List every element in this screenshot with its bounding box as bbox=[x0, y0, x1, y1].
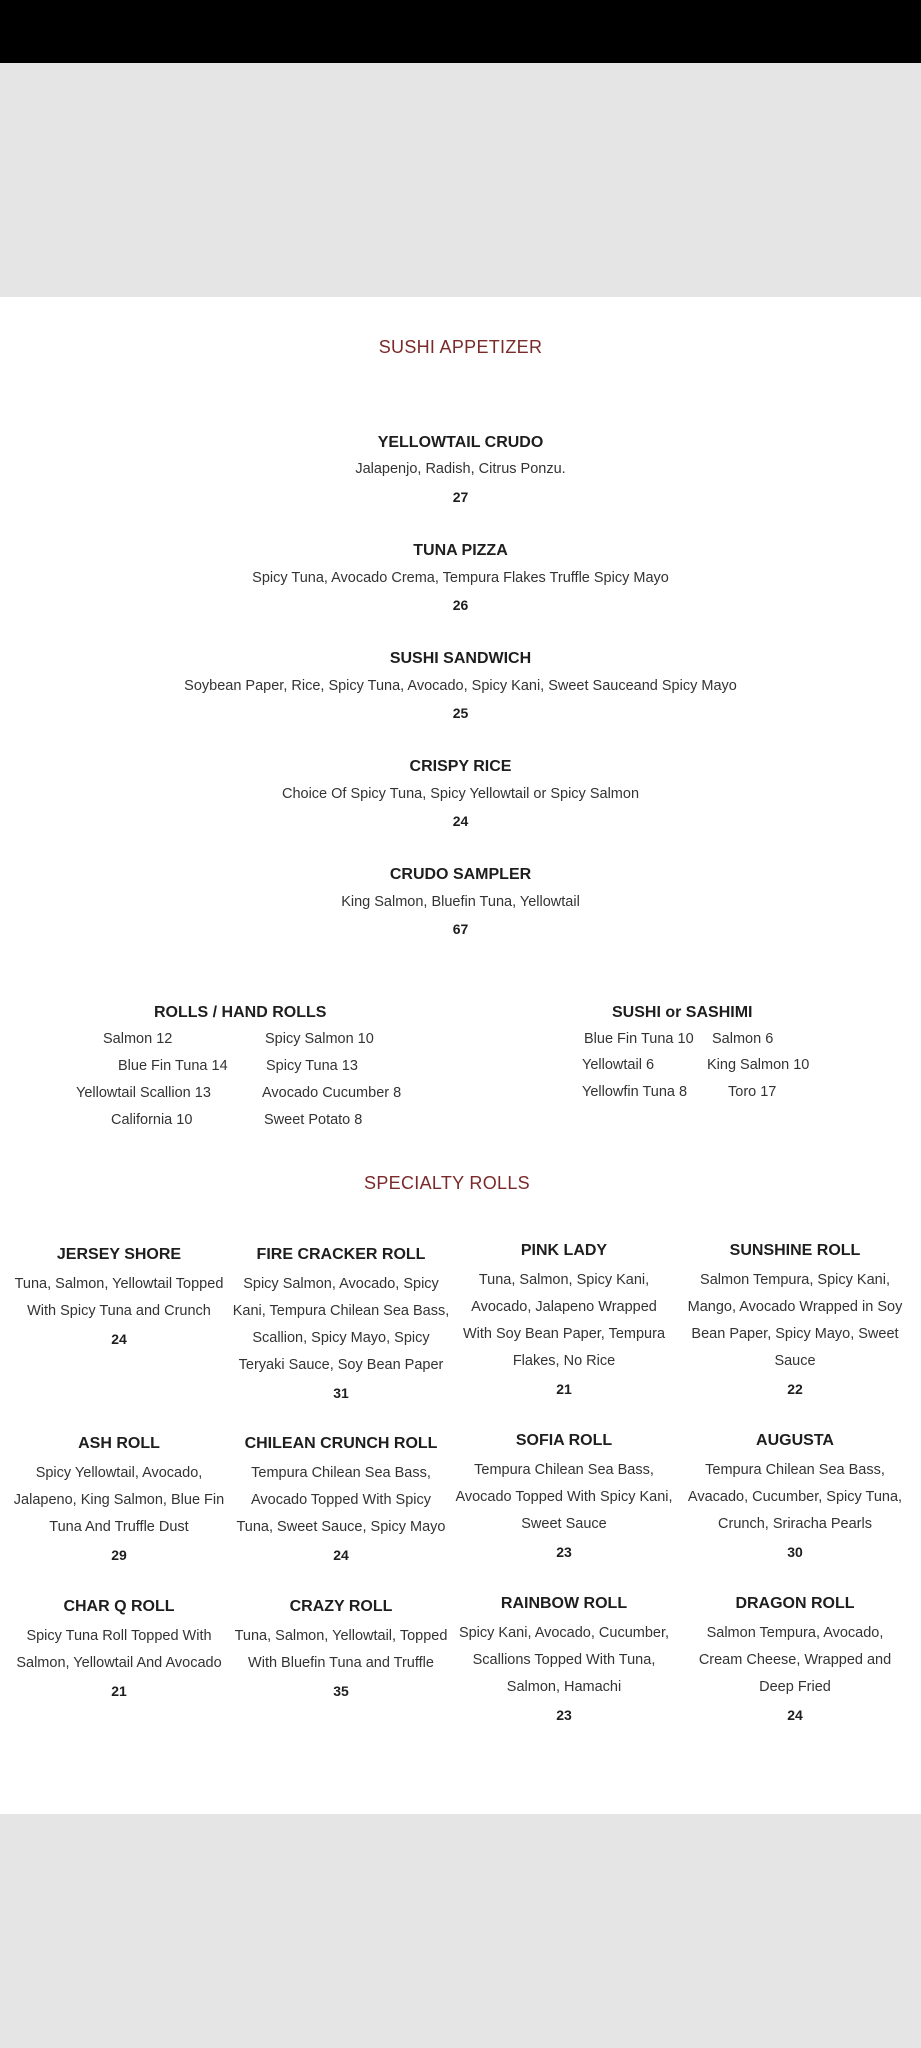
specialty-item-desc: Spicy Tuna Roll Topped With Salmon, Yellowtail And Avocado bbox=[16, 1628, 222, 1671]
appetizer-price: 67 bbox=[452, 921, 469, 937]
appetizer-desc: King Salmon, Bluefin Tuna, Yellowtail bbox=[341, 894, 580, 910]
appetizer-desc: Jalapenjo, Radish, Citrus Ponzu. bbox=[355, 461, 566, 477]
appetizer-price: 26 bbox=[452, 597, 469, 613]
specialty-item bbox=[232, 1434, 450, 1565]
specialty-item-name: JERSEY SHORE bbox=[56, 1246, 182, 1263]
specialty-item-price: 30 bbox=[787, 1544, 803, 1560]
appetizer-name: CRISPY RICE bbox=[409, 758, 512, 775]
specialty-item-price: 21 bbox=[111, 1683, 127, 1699]
appetizer-name: SUSHI SANDWICH bbox=[389, 650, 532, 667]
specialty-item-name: ASH ROLL bbox=[78, 1435, 160, 1452]
specialty-item-name: CRAZY ROLL bbox=[289, 1598, 393, 1615]
specialty-item bbox=[10, 1434, 228, 1565]
specialty-item-price: 31 bbox=[333, 1385, 349, 1401]
specialty-item-desc: Tuna, Salmon, Yellowtail Topped With Spicy Tuna and Crunch bbox=[14, 1276, 224, 1319]
appetizer-price: 24 bbox=[452, 813, 469, 829]
roll-price-entry: Yellowtail Scallion 13 bbox=[76, 1085, 211, 1101]
specialty-item-name: PINK LADY bbox=[520, 1242, 608, 1259]
specialty-item-desc: Spicy Salmon, Avocado, Spicy Kani, Tempura Chilean Sea Bass, Scallion, Spicy Mayo, Spicy Teryaki Sauce, Soy Bean Paper bbox=[232, 1276, 450, 1373]
appetizer-name: YELLOWTAIL CRUDO bbox=[377, 434, 544, 451]
roll-price-entry: Blue Fin Tuna 14 bbox=[118, 1058, 228, 1074]
specialty-item bbox=[232, 1245, 450, 1403]
specialty-item-desc: Tempura Chilean Sea Bass, Avocado Topped With Spicy Kani, Sweet Sauce bbox=[455, 1462, 673, 1532]
specialty-item-desc: Tempura Chilean Sea Bass, Avocado Topped With Spicy Tuna, Sweet Sauce, Spicy Mayo bbox=[236, 1465, 446, 1535]
roll-price-entry: Avocado Cucumber 8 bbox=[262, 1085, 402, 1101]
specialty-item bbox=[686, 1241, 904, 1399]
sashimi-price-entry: Yellowfin Tuna 8 bbox=[582, 1084, 688, 1100]
specialty-item-price: 24 bbox=[787, 1707, 803, 1723]
specialty-item-price: 23 bbox=[556, 1707, 572, 1723]
rolls-title: ROLLS / HAND ROLLS bbox=[154, 1004, 327, 1021]
roll-price-entry: Spicy Tuna 13 bbox=[266, 1058, 358, 1074]
specialty-item-name: AUGUSTA bbox=[756, 1432, 834, 1449]
specialty-item-price: 35 bbox=[333, 1683, 349, 1699]
specialty-item-desc: Salmon Tempura, Spicy Kani, Mango, Avocado Wrapped in Soy Bean Paper, Spicy Mayo, Sweet Sauce bbox=[687, 1272, 903, 1369]
specialty-item-name: SUNSHINE ROLL bbox=[729, 1242, 861, 1259]
roll-price-entry: Salmon 12 bbox=[103, 1031, 173, 1047]
specialty-item bbox=[10, 1597, 228, 1701]
specialty-item-desc: Tuna, Salmon, Spicy Kani, Avocado, Jalapeno Wrapped With Soy Bean Paper, Tempura Flakes, No Rice bbox=[462, 1272, 666, 1369]
specialty-item bbox=[455, 1594, 673, 1725]
specialty-item-price: 21 bbox=[556, 1381, 572, 1397]
specialty-item-name: SOFIA ROLL bbox=[515, 1432, 613, 1449]
specialty-item-price: 22 bbox=[787, 1381, 803, 1397]
specialty-item bbox=[455, 1241, 673, 1399]
specialty-item bbox=[10, 1245, 228, 1349]
specialty-item-desc: Tempura Chilean Sea Bass, Avacado, Cucumber, Spicy Tuna, Crunch, Sriracha Pearls bbox=[687, 1462, 903, 1532]
appetizer-desc: Spicy Tuna, Avocado Crema, Tempura Flakes Truffle Spicy Mayo bbox=[252, 570, 669, 586]
specialty-item bbox=[232, 1597, 450, 1701]
specialty-item-price: 24 bbox=[333, 1547, 349, 1563]
specialty-item bbox=[686, 1431, 904, 1562]
menu-card bbox=[0, 297, 921, 1814]
specialty-item-name: FIRE CRACKER ROLL bbox=[256, 1246, 426, 1263]
sashimi-price-entry: Toro 17 bbox=[728, 1084, 777, 1100]
specialty-item-name: DRAGON ROLL bbox=[735, 1595, 855, 1612]
sashimi-price-entry: King Salmon 10 bbox=[707, 1057, 810, 1073]
roll-price-entry: California 10 bbox=[111, 1112, 193, 1128]
sashimi-price-entry: Yellowtail 6 bbox=[582, 1057, 655, 1073]
sashimi-price-entry: Salmon 6 bbox=[712, 1031, 774, 1047]
specialty-item-name: RAINBOW ROLL bbox=[500, 1595, 628, 1612]
specialty-item bbox=[686, 1594, 904, 1725]
sashimi-price-entry: Blue Fin Tuna 10 bbox=[584, 1031, 694, 1047]
section-title-specialty: SPECIALTY ROLLS bbox=[364, 1173, 530, 1193]
specialty-item-price: 24 bbox=[111, 1331, 127, 1347]
specialty-item-desc: Spicy Kani, Avocado, Cucumber, Scallions Topped With Tuna, Salmon, Hamachi bbox=[458, 1625, 670, 1695]
appetizer-desc: Soybean Paper, Rice, Spicy Tuna, Avocado, Spicy Kani, Sweet Sauceand Spicy Mayo bbox=[184, 678, 737, 694]
appetizer-price: 25 bbox=[452, 705, 469, 721]
top-black-bar bbox=[0, 0, 921, 63]
specialty-item-desc: Spicy Yellowtail, Avocado, Jalapeno, King Salmon, Blue Fin Tuna And Truffle Dust bbox=[13, 1465, 225, 1535]
sashimi-title: SUSHI or SASHIMI bbox=[612, 1004, 753, 1021]
appetizer-price: 27 bbox=[452, 489, 469, 505]
specialty-item-name: CHAR Q ROLL bbox=[63, 1598, 175, 1615]
specialty-item-name: CHILEAN CRUNCH ROLL bbox=[244, 1435, 438, 1452]
specialty-item bbox=[455, 1431, 673, 1562]
section-title-appetizer: SUSHI APPETIZER bbox=[378, 337, 543, 357]
specialty-item-price: 29 bbox=[111, 1547, 127, 1563]
roll-price-entry: Sweet Potato 8 bbox=[264, 1112, 363, 1128]
roll-price-entry: Spicy Salmon 10 bbox=[265, 1031, 374, 1047]
specialty-item-price: 23 bbox=[556, 1544, 572, 1560]
appetizer-name: TUNA PIZZA bbox=[413, 542, 508, 559]
specialty-item-desc: Tuna, Salmon, Yellowtail, Topped With Bluefin Tuna and Truffle bbox=[234, 1628, 448, 1671]
appetizer-desc: Choice Of Spicy Tuna, Spicy Yellowtail or Spicy Salmon bbox=[281, 786, 640, 802]
appetizer-name: CRUDO SAMPLER bbox=[389, 866, 532, 883]
specialty-item-desc: Salmon Tempura, Avocado, Cream Cheese, Wrapped and Deep Fried bbox=[698, 1625, 892, 1695]
